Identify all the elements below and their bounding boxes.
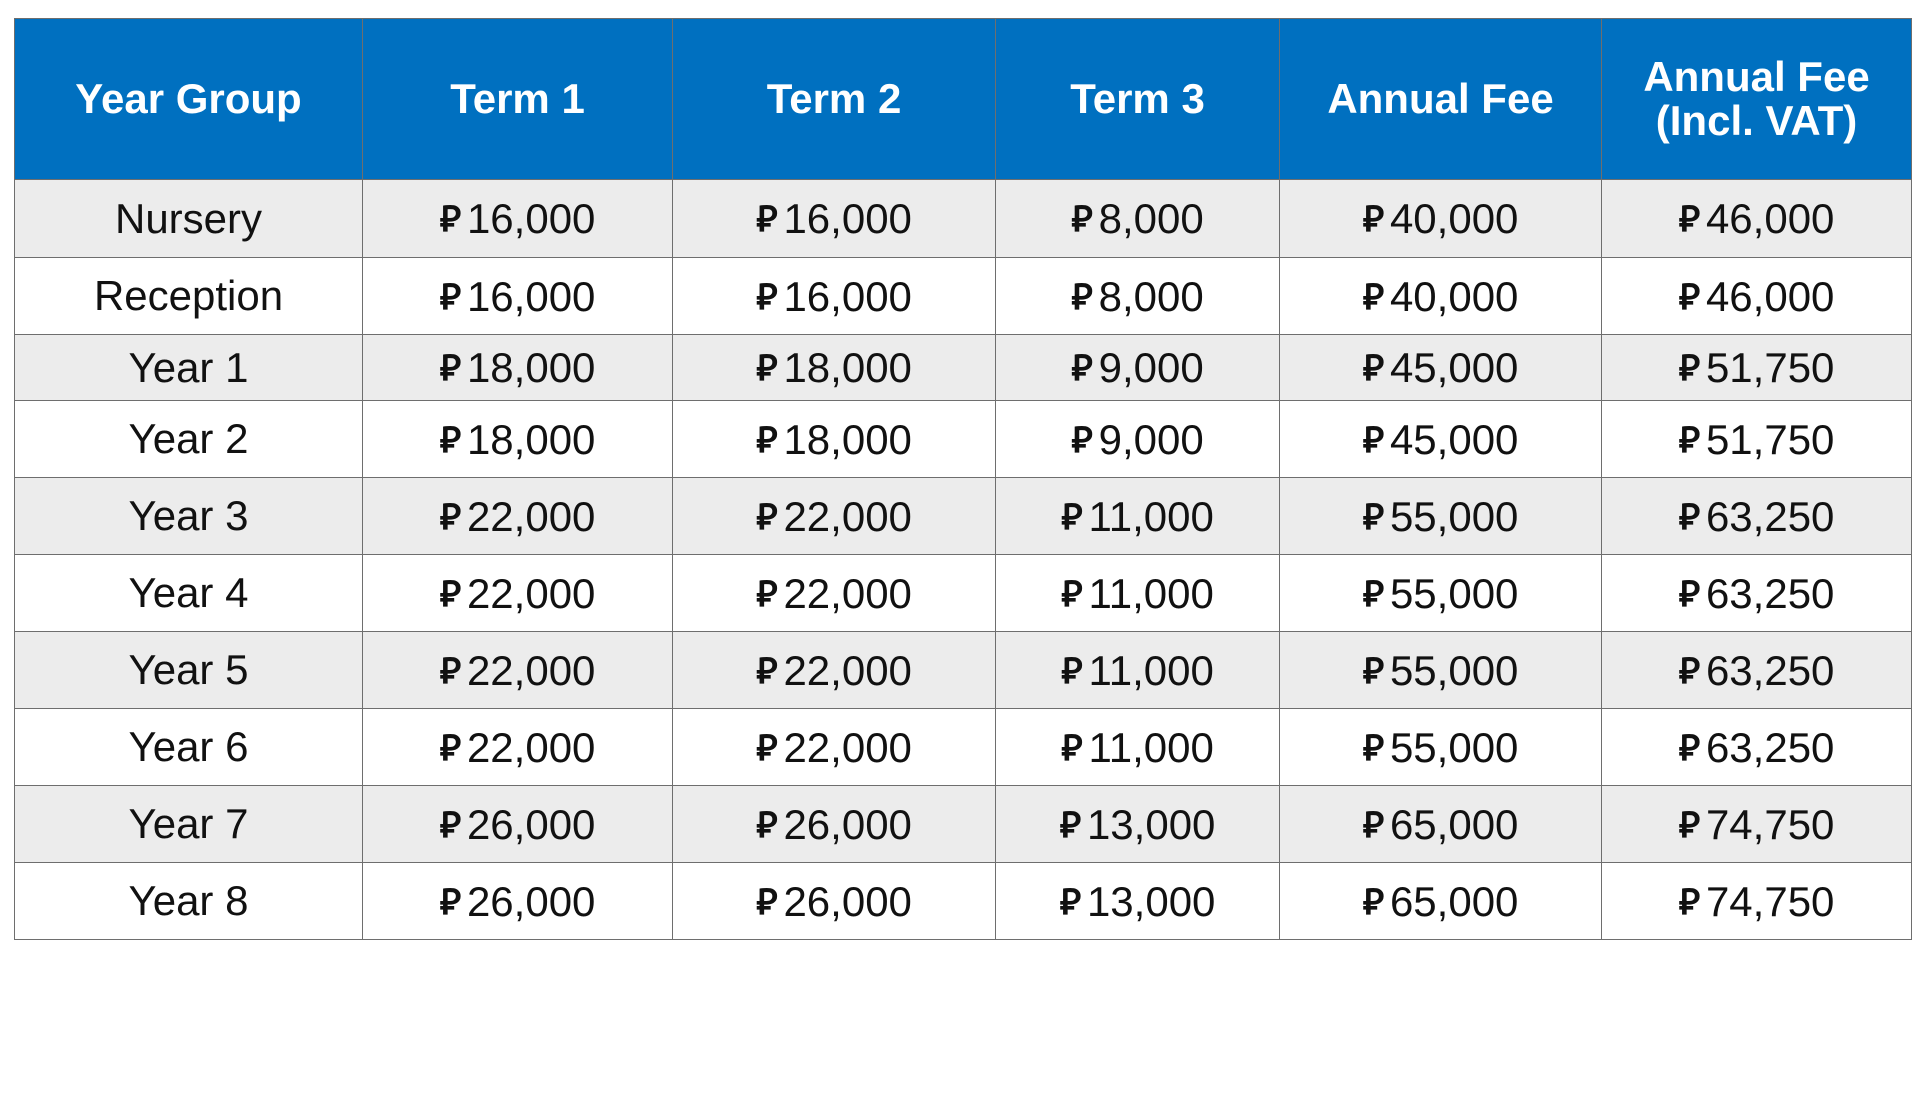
fee-table-body [15,180,1912,940]
amount-value: 11,000 [1088,492,1214,540]
amount-value: 8,000 [1098,195,1204,242]
amount-value: 18,000 [466,344,596,391]
riyal-currency-icon: ⃁ [1362,649,1382,691]
table-row [15,863,1912,940]
amount-value: 22,000 [466,723,596,771]
cell-term-1 [363,709,673,786]
riyal-currency-icon: ⃁ [439,726,459,768]
cell-year-group: Reception [15,258,363,335]
riyal-currency-icon: ⃁ [439,880,459,922]
amount-value: 51,750 [1705,344,1835,391]
table-row [15,258,1912,335]
amount-value: 51,750 [1705,415,1835,463]
header-annual-fee-incl-vat-line2: (Incl. VAT) [1655,97,1858,144]
cell-term-2 [673,863,996,940]
header-term-2: Term 2 [673,19,996,180]
amount-value: 11,000 [1088,646,1214,694]
riyal-currency-icon: ⃁ [1362,726,1382,768]
cell-year-group: Year 2 [15,401,363,478]
amount-value: 13,000 [1086,877,1216,925]
amount-value: 65,000 [1389,800,1519,848]
riyal-currency-icon: ⃁ [1061,726,1081,768]
cell-term-2 [673,180,996,258]
amount-value: 74,750 [1705,800,1835,848]
amount-value: 63,250 [1705,492,1835,540]
amount-value: 55,000 [1389,646,1519,694]
amount-value: 46,000 [1705,272,1835,320]
riyal-currency-icon: ⃁ [1678,726,1698,768]
cell-annual-fee-incl-vat [1602,709,1912,786]
cell-annual-fee-incl-vat [1602,258,1912,335]
riyal-currency-icon: ⃁ [1362,275,1382,317]
amount-value: 26,000 [466,800,596,848]
cell-term-3 [996,180,1280,258]
amount-value: 55,000 [1389,723,1519,771]
amount-value: 65,000 [1389,877,1519,925]
cell-annual-fee [1280,478,1602,555]
cell-term-1 [363,863,673,940]
header-annual-fee: Annual Fee [1280,19,1602,180]
cell-year-group: Year 8 [15,863,363,940]
cell-annual-fee [1280,786,1602,863]
amount-value: 45,000 [1389,415,1519,463]
riyal-currency-icon: ⃁ [756,803,776,845]
amount-value: 22,000 [783,569,912,617]
riyal-currency-icon: ⃁ [1678,347,1698,388]
riyal-currency-icon: ⃁ [1071,198,1091,239]
riyal-currency-icon: ⃁ [1362,572,1382,614]
riyal-currency-icon: ⃁ [1362,347,1382,388]
riyal-currency-icon: ⃁ [756,572,776,614]
riyal-currency-icon: ⃁ [1061,649,1081,691]
cell-annual-fee-incl-vat [1602,180,1912,258]
riyal-currency-icon: ⃁ [1061,495,1081,537]
cell-term-3 [996,478,1280,555]
cell-term-1 [363,555,673,632]
cell-term-3 [996,258,1280,335]
amount-value: 40,000 [1389,195,1519,242]
amount-value: 63,250 [1705,646,1835,694]
cell-annual-fee [1280,335,1602,401]
fee-table [14,18,1912,940]
cell-annual-fee-incl-vat [1602,786,1912,863]
riyal-currency-icon: ⃁ [1678,275,1698,317]
riyal-currency-icon: ⃁ [1059,880,1079,922]
riyal-currency-icon: ⃁ [1362,803,1382,845]
cell-annual-fee-incl-vat [1602,555,1912,632]
table-row [15,632,1912,709]
amount-value: 16,000 [783,195,912,242]
cell-term-1 [363,401,673,478]
cell-term-1 [363,180,673,258]
riyal-currency-icon: ⃁ [1071,347,1091,388]
riyal-currency-icon: ⃁ [756,198,776,239]
cell-annual-fee-incl-vat [1602,335,1912,401]
cell-term-2 [673,478,996,555]
riyal-currency-icon: ⃁ [439,572,459,614]
riyal-currency-icon: ⃁ [1071,275,1091,317]
riyal-currency-icon: ⃁ [1059,803,1079,845]
cell-annual-fee [1280,555,1602,632]
riyal-currency-icon: ⃁ [439,418,459,460]
table-row [15,401,1912,478]
header-year-group: Year Group [15,19,363,180]
cell-term-3 [996,632,1280,709]
riyal-currency-icon: ⃁ [756,347,776,388]
cell-year-group: Year 1 [15,335,363,401]
cell-term-1 [363,335,673,401]
cell-annual-fee-incl-vat [1602,863,1912,940]
riyal-currency-icon: ⃁ [1362,198,1382,239]
cell-year-group: Year 3 [15,478,363,555]
cell-term-2 [673,555,996,632]
cell-term-3 [996,335,1280,401]
cell-year-group: Year 5 [15,632,363,709]
riyal-currency-icon: ⃁ [1678,198,1698,239]
header-annual-fee-incl-vat [1602,19,1912,180]
cell-term-3 [996,786,1280,863]
cell-term-2 [673,786,996,863]
riyal-currency-icon: ⃁ [1362,418,1382,460]
riyal-currency-icon: ⃁ [439,649,459,691]
cell-term-3 [996,709,1280,786]
amount-value: 55,000 [1389,569,1519,617]
cell-year-group: Nursery [15,180,363,258]
riyal-currency-icon: ⃁ [1678,572,1698,614]
amount-value: 16,000 [783,272,912,320]
cell-annual-fee [1280,863,1602,940]
riyal-currency-icon: ⃁ [439,495,459,537]
riyal-currency-icon: ⃁ [756,495,776,537]
amount-value: 22,000 [783,646,912,694]
riyal-currency-icon: ⃁ [756,418,776,460]
table-row [15,180,1912,258]
cell-term-1 [363,786,673,863]
cell-annual-fee [1280,709,1602,786]
cell-term-3 [996,555,1280,632]
amount-value: 46,000 [1705,195,1835,242]
table-row [15,478,1912,555]
amount-value: 63,250 [1705,569,1835,617]
amount-value: 16,000 [466,195,596,242]
cell-term-3 [996,863,1280,940]
riyal-currency-icon: ⃁ [439,803,459,845]
amount-value: 63,250 [1705,723,1835,771]
table-row [15,335,1912,401]
riyal-currency-icon: ⃁ [439,275,459,317]
riyal-currency-icon: ⃁ [1678,649,1698,691]
cell-term-2 [673,258,996,335]
riyal-currency-icon: ⃁ [1678,803,1698,845]
riyal-currency-icon: ⃁ [756,275,776,317]
amount-value: 22,000 [783,723,912,771]
riyal-currency-icon: ⃁ [756,726,776,768]
riyal-currency-icon: ⃁ [1061,572,1081,614]
cell-term-1 [363,258,673,335]
cell-term-2 [673,335,996,401]
cell-year-group: Year 4 [15,555,363,632]
riyal-currency-icon: ⃁ [1678,495,1698,537]
amount-value: 18,000 [783,344,912,391]
cell-annual-fee-incl-vat [1602,401,1912,478]
amount-value: 13,000 [1086,800,1216,848]
cell-term-2 [673,401,996,478]
amount-value: 18,000 [466,415,596,463]
amount-value: 26,000 [783,877,912,925]
cell-annual-fee [1280,180,1602,258]
amount-value: 16,000 [466,272,596,320]
cell-term-1 [363,478,673,555]
cell-annual-fee [1280,258,1602,335]
header-annual-fee-incl-vat-line1: Annual Fee [1643,53,1870,100]
riyal-currency-icon: ⃁ [439,347,459,388]
amount-value: 26,000 [466,877,596,925]
riyal-currency-icon: ⃁ [756,880,776,922]
cell-annual-fee [1280,401,1602,478]
amount-value: 11,000 [1088,569,1214,617]
riyal-currency-icon: ⃁ [1678,880,1698,922]
table-row [15,709,1912,786]
riyal-currency-icon: ⃁ [1678,418,1698,460]
header-term-1: Term 1 [363,19,673,180]
riyal-currency-icon: ⃁ [1362,880,1382,922]
cell-year-group: Year 7 [15,786,363,863]
cell-year-group: Year 6 [15,709,363,786]
cell-term-1 [363,632,673,709]
fee-table-container [14,18,1912,940]
cell-term-3 [996,401,1280,478]
amount-value: 55,000 [1389,492,1519,540]
amount-value: 11,000 [1088,723,1214,771]
riyal-currency-icon: ⃁ [1362,495,1382,537]
cell-term-2 [673,709,996,786]
header-row [15,19,1912,180]
riyal-currency-icon: ⃁ [756,649,776,691]
table-row [15,555,1912,632]
riyal-currency-icon: ⃁ [1071,418,1091,460]
amount-value: 45,000 [1389,344,1519,391]
amount-value: 18,000 [783,415,912,463]
amount-value: 22,000 [783,492,912,540]
amount-value: 8,000 [1098,272,1204,320]
amount-value: 26,000 [783,800,912,848]
amount-value: 22,000 [466,646,596,694]
amount-value: 9,000 [1098,344,1204,391]
amount-value: 22,000 [466,569,596,617]
amount-value: 74,750 [1705,877,1835,925]
amount-value: 40,000 [1389,272,1519,320]
riyal-currency-icon: ⃁ [439,198,459,239]
header-term-3: Term 3 [996,19,1280,180]
amount-value: 9,000 [1098,415,1204,463]
cell-annual-fee [1280,632,1602,709]
cell-annual-fee-incl-vat [1602,478,1912,555]
table-row [15,786,1912,863]
cell-term-2 [673,632,996,709]
amount-value: 22,000 [466,492,596,540]
cell-annual-fee-incl-vat [1602,632,1912,709]
